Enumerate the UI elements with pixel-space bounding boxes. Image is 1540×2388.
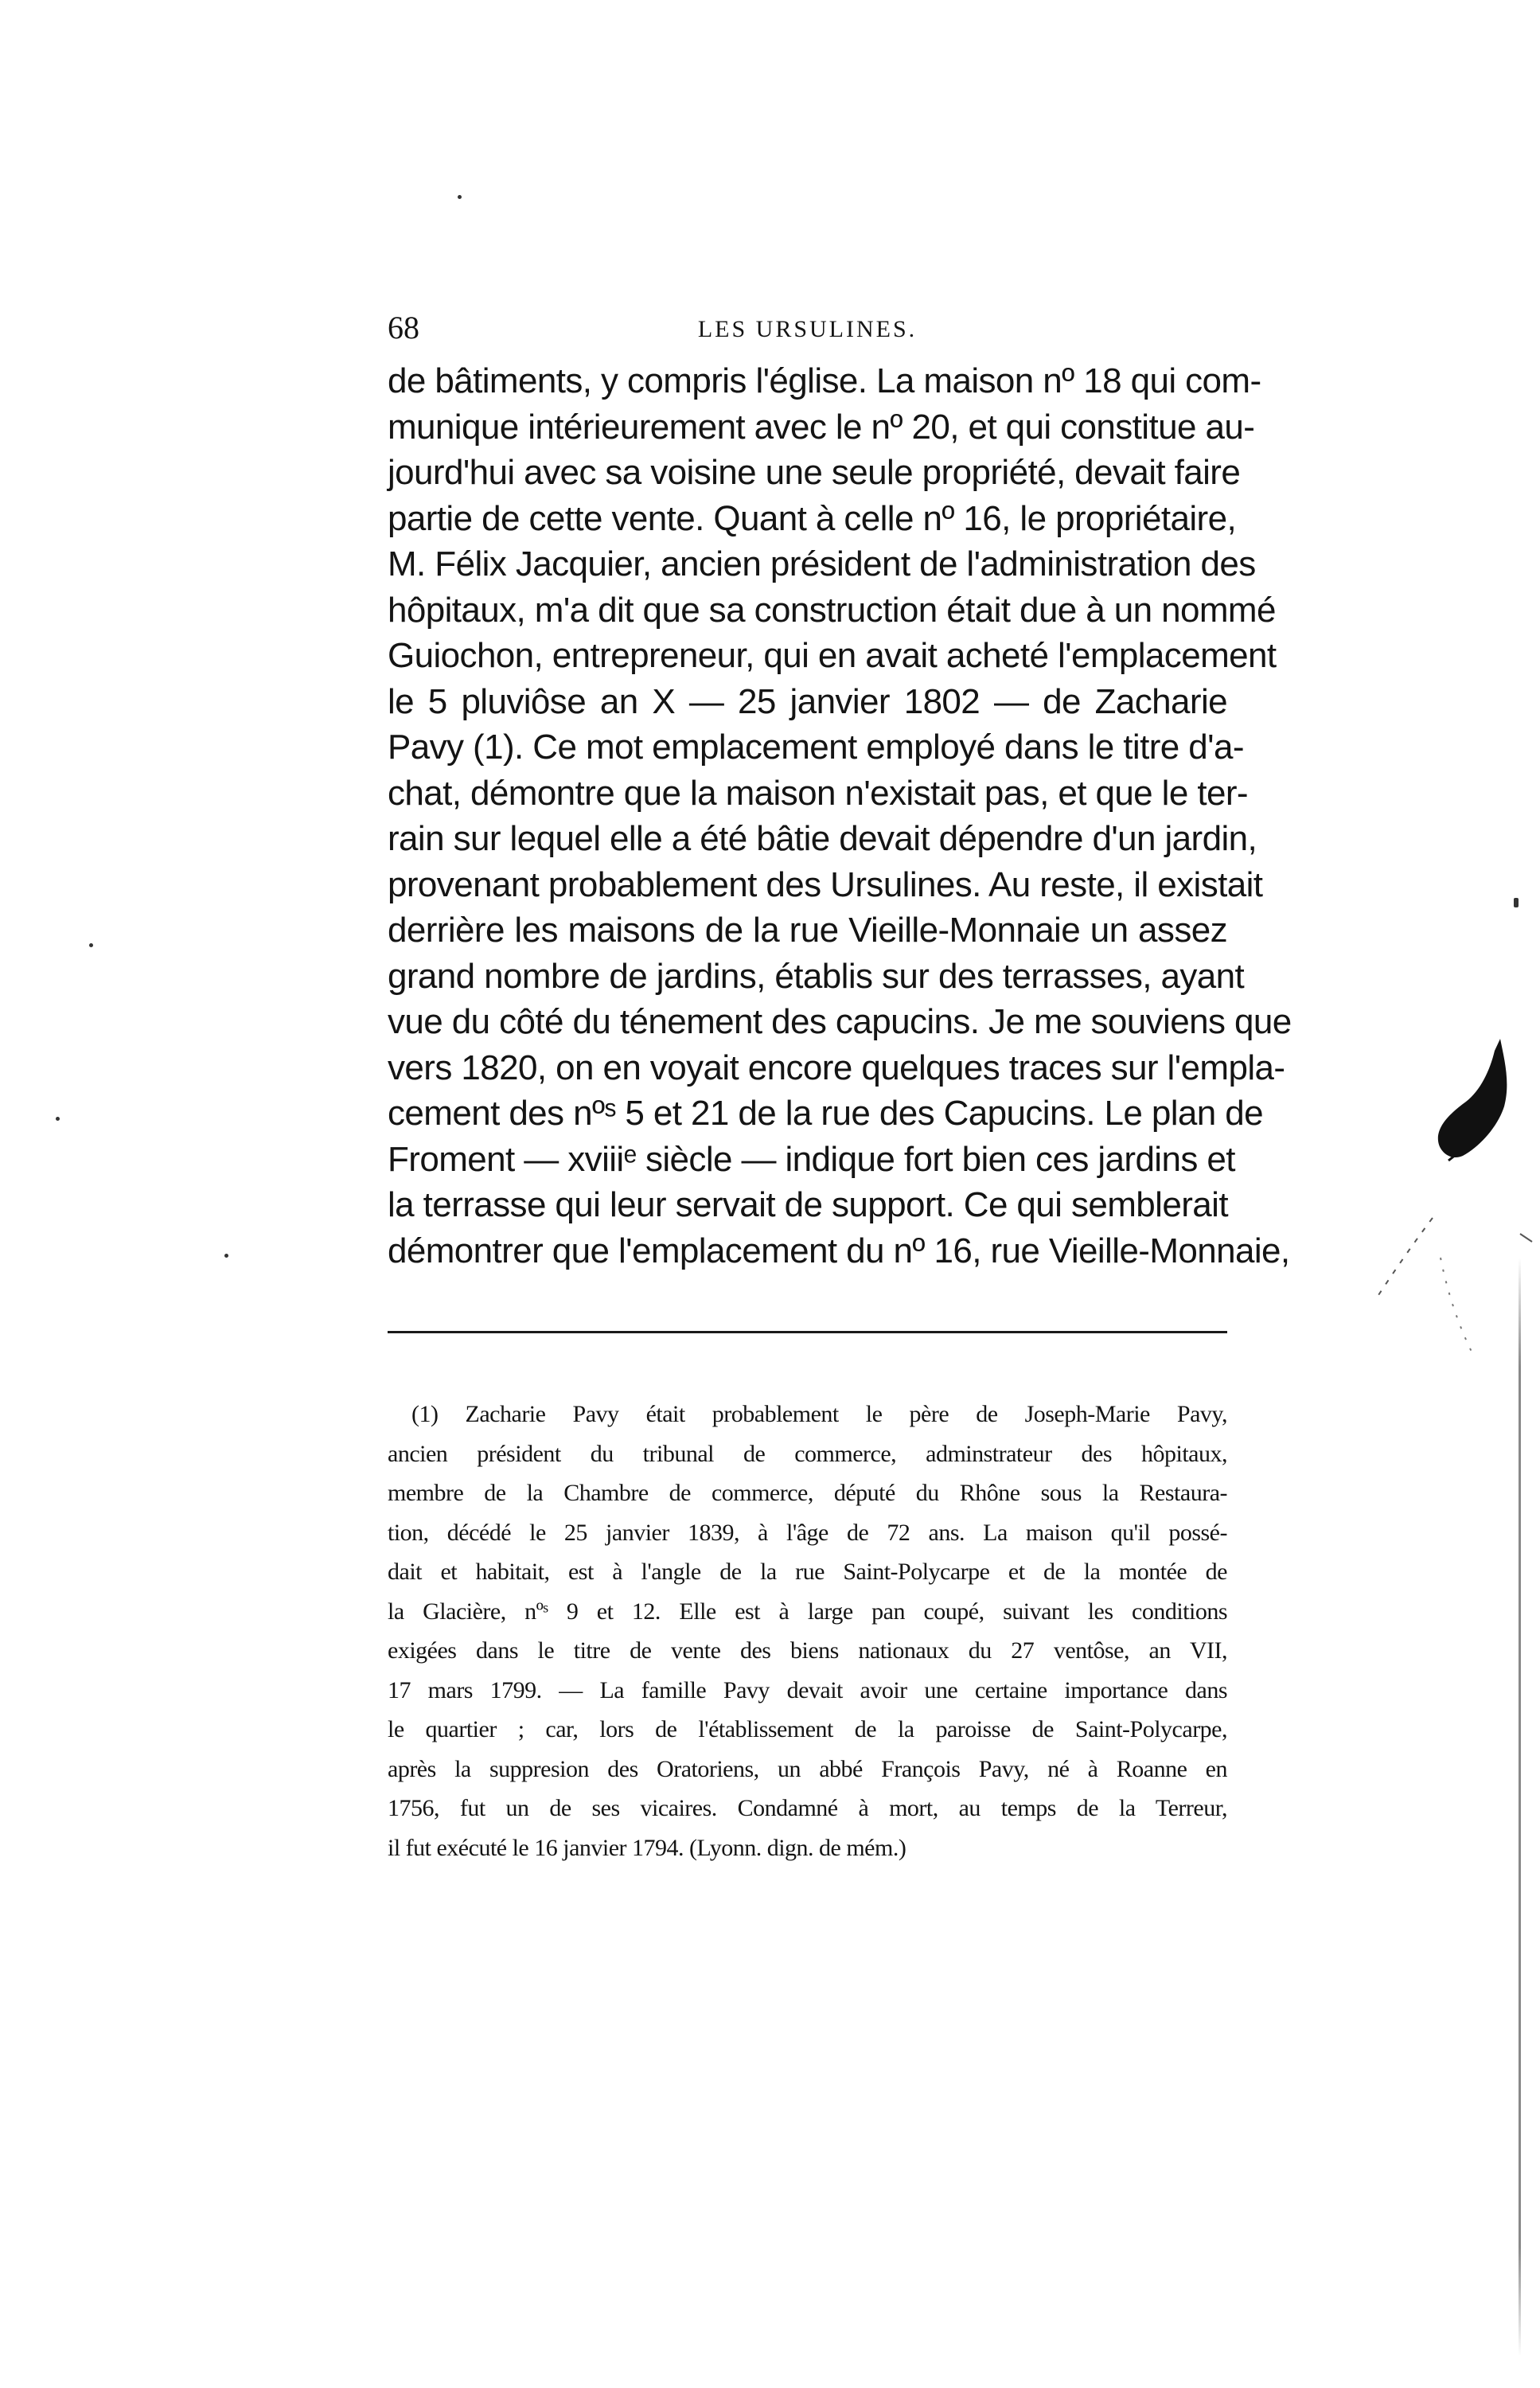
footnote	[388, 1395, 1227, 1867]
speck	[56, 1117, 60, 1121]
text-line: hôpitaux, m'a dit que sa construction était due à un nommé	[388, 590, 1276, 630]
text-line: Guiochon, entrepreneur, qui en avait acheté l'emplacement	[388, 636, 1277, 675]
footnote-line: 1756, fut un de ses vicaires. Condamné à mort, au temps de la Terreur,	[388, 1795, 1227, 1821]
footnote-line: ancien président du tribunal de commerce, adminstrateur des hôpitaux,	[388, 1440, 1227, 1467]
text-line: partie de cette vente. Quant à celle nº 16, le propriétaire,	[388, 498, 1237, 538]
text-line: provenant probablement des Ursulines. Au reste, il existait	[388, 864, 1263, 904]
text-line: Froment — xviiiᵉ siècle — indique fort bien ces jardins et	[388, 1139, 1235, 1179]
speck	[224, 1254, 228, 1258]
main-text	[388, 358, 1292, 1274]
footnote-line: tion, décédé le 25 janvier 1839, à l'âge de 72 ans. La maison qu'il possé-	[388, 1519, 1227, 1546]
text-line: cement des nºˢ 5 et 21 de la rue des Capucins. Le plan de	[388, 1094, 1264, 1133]
text-line: munique intérieurement avec le nº 20, et qui constitue au-	[388, 407, 1255, 447]
text-line: jourd'hui avec sa voisine une seule propriété, devait faire	[388, 453, 1241, 492]
text-line: chat, démontre que la maison n'existait pas, et que le ter-	[388, 773, 1248, 813]
footnote-line: il fut exécuté le 16 janvier 1794. (Lyonn. dign. de mém.)	[388, 1834, 906, 1861]
paper-crease-icon	[1321, 1114, 1540, 1433]
running-title: LES URSULINES.	[697, 316, 918, 342]
text-line: la terrasse qui leur servait de support. Ce qui semblerait	[388, 1185, 1228, 1224]
text-line: grand nombre de jardins, établis sur des terrasses, ayant	[388, 956, 1245, 996]
page-number: 68	[388, 310, 419, 345]
page-edge-shadow	[1519, 1258, 1521, 2356]
text-line: derrière les maisons de la rue Vieille-Monnaie un assez	[388, 911, 1227, 950]
speck	[1514, 898, 1519, 907]
footnote-line: (1) Zacharie Pavy était probablement le père de Joseph-Marie Pavy,	[411, 1401, 1227, 1427]
footnote-separator	[388, 1331, 1227, 1333]
speck	[458, 195, 462, 199]
text-line: démontrer que l'emplacement du nº 16, rue Vieille-Monnaie,	[388, 1231, 1290, 1270]
footnote-line: 17 mars 1799. — La famille Pavy devait avoir une certaine importance dans	[388, 1676, 1227, 1703]
footnote-line: le quartier ; car, lors de l'établissement de la paroisse de Saint-Polycarpe,	[388, 1716, 1227, 1742]
text-line: vers 1820, on en voyait encore quelques traces sur l'empla-	[388, 1048, 1285, 1087]
text-line: vue du côté du ténement des capucins. Je me souviens que	[388, 1002, 1292, 1041]
text-line: Pavy (1). Ce mot emplacement employé dans le titre d'a-	[388, 728, 1244, 767]
page-header	[388, 306, 1227, 353]
text-line: rain sur lequel elle a été bâtie devait dépendre d'un jardin,	[388, 819, 1257, 858]
text-line: le 5 pluviôse an X — 25 janvier 1802 — de Zacharie	[388, 681, 1227, 721]
footnote-line: membre de la Chambre de commerce, député du Rhône sous la Restaura-	[388, 1480, 1227, 1506]
footnote-line: dait et habitait, est à l'angle de la rue Saint-Polycarpe et de la montée de	[388, 1559, 1227, 1585]
footnote-line: après la suppresion des Oratoriens, un abbé François Pavy, né à Roanne en	[388, 1755, 1227, 1782]
speck	[89, 943, 93, 947]
text-line: de bâtiments, y compris l'église. La maison nº 18 qui com-	[388, 361, 1261, 400]
footnote-line: exigées dans le titre de vente des biens nationaux du 27 ventôse, an VII,	[388, 1637, 1227, 1664]
footnote-line: la Glacière, nºˢ 9 et 12. Elle est à large pan coupé, suivant les conditions	[388, 1598, 1227, 1625]
text-line: M. Félix Jacquier, ancien président de l'administration des	[388, 544, 1256, 583]
